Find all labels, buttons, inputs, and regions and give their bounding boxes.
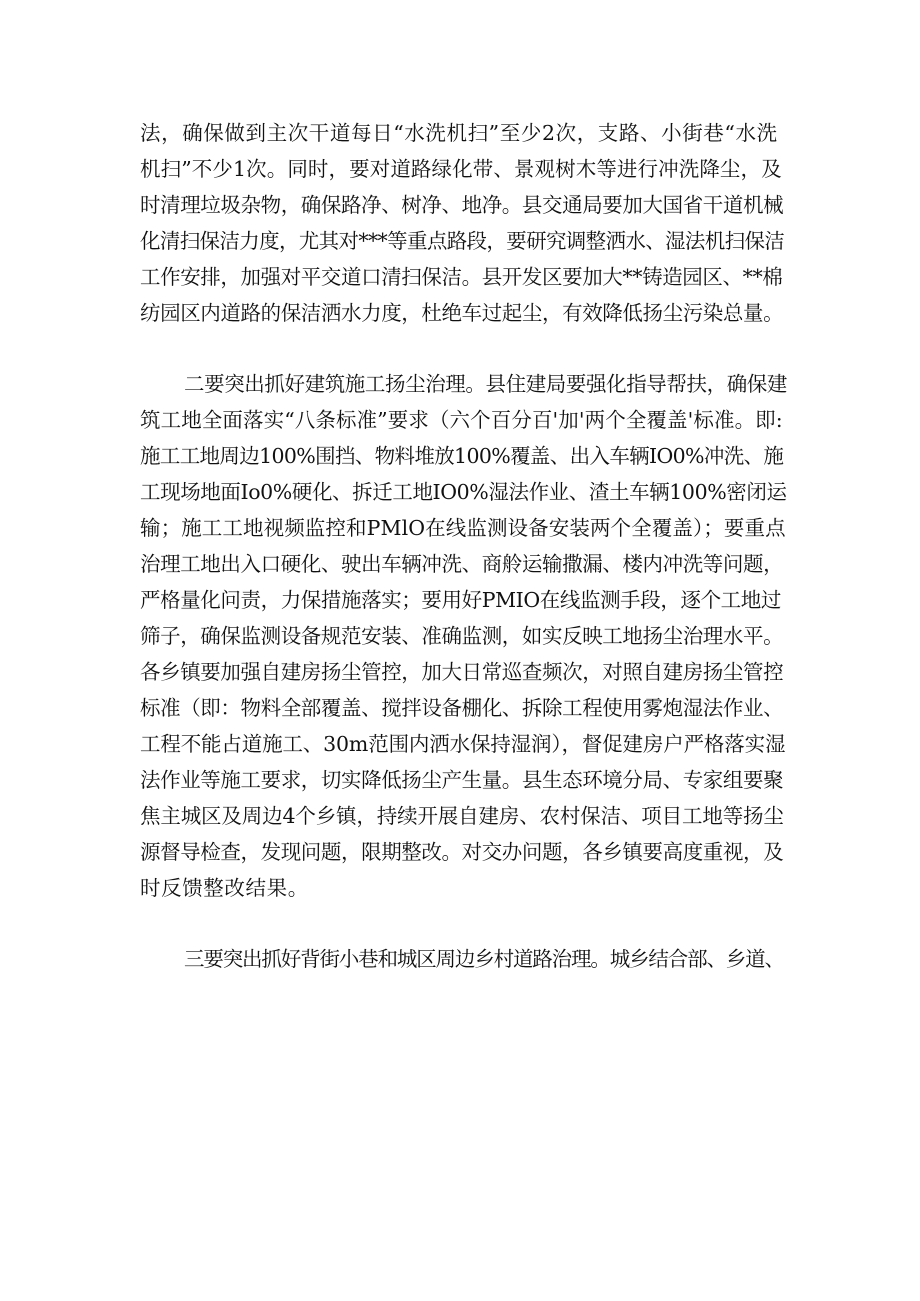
text-line: 时清理垃圾杂物，确保路净、树净、地净。县交通局要加大国省干道机械	[140, 193, 784, 217]
paragraph-1	[140, 115, 788, 331]
text-line: 源督导检查，发现问题，限期整改。对交办问题，各乡镇要高度重视，及	[140, 840, 784, 864]
text-line: 工现场地面Io0%硬化、拆迁工地IO0%湿法作业、渣土车辆100%密闭运	[140, 480, 787, 504]
text-line: 法作业等施工要求，切实降低扬尘产生量。县生态环境分局、专家组要聚	[140, 768, 784, 792]
text-line: 各乡镇要加强自建房扬尘管控，加大日常巡查频次，对照自建房扬尘管控	[140, 660, 784, 684]
text-line: 严格量化问责，力保措施落实；要用好PMIO在线监测手段，逐个工地过	[140, 588, 781, 612]
text-line: 纺园区内道路的保洁洒水力度，杜绝车过起尘，有效降低扬尘污染总量。	[140, 301, 784, 325]
text-line: 工程不能占道施工、30m范围内洒水保持湿润），督促建房户严格落实湿	[140, 732, 786, 756]
text-line: 筑工地全面落实“八条标准”要求（六个百分百'加'两个全覆盖'标准。即:	[140, 408, 783, 432]
text-line: 标准（即：物料全部覆盖、搅拌设备棚化、拆除工程使用雾炮湿法作业、	[140, 696, 784, 720]
text-line: 输；施工工地视频监控和PMlO在线监测设备安装两个全覆盖）；要重点	[140, 516, 786, 540]
text-line: 筛子，确保监测设备规范安装、准确监测，如实反映工地扬尘治理水平。	[140, 624, 784, 648]
text-line: 机扫”不少1次。同时，要对道路绿化带、景观树木等进行冲洗降尘，及	[140, 157, 782, 181]
text-line: 焦主城区及周边4个乡镇，持续开展自建房、农村保洁、项目工地等扬尘	[140, 804, 784, 828]
paragraph-spacer	[140, 331, 788, 366]
text-line: 三要突出抓好背街小巷和城区周边乡村道路治理。城乡结合部、乡道、	[184, 947, 784, 971]
text-line: 工作安排，加强对平交道口清扫保洁。县开发区要加大**铸造园区、**棉	[140, 265, 783, 289]
text-line: 化清扫保洁力度，尤其对***等重点路段，要研究调整洒水、湿法机扫保洁	[140, 229, 785, 253]
text-line: 治理工地出入口硬化、驶出车辆冲洗、商舲运输撒漏、楼内冲洗等问题，	[140, 552, 784, 576]
text-line: 二要突出抓好建筑施工扬尘治理。县住建局要强化指导帮扶，确保建	[184, 372, 787, 396]
text-line: 法，确保做到主次干道每日“水洗机扫”至少2次，支路、小街巷“水洗	[140, 121, 778, 145]
paragraph-2	[140, 366, 788, 906]
document-body	[140, 115, 788, 977]
text-line: 时反馈整改结果。	[140, 876, 309, 900]
paragraph-3	[140, 941, 788, 977]
paragraph-spacer	[140, 906, 788, 941]
text-line: 施工工地周边100%围挡、物料堆放100%覆盖、出入车辆IO0%冲洗、施	[140, 444, 784, 468]
